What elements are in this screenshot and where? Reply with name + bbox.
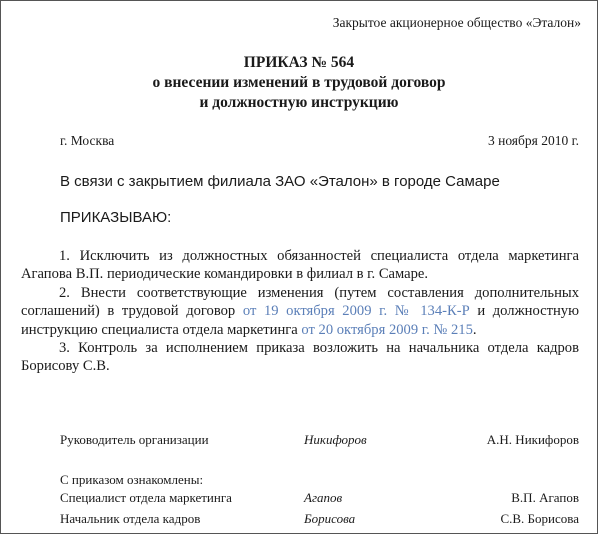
order-place: г. Москва bbox=[60, 133, 115, 148]
order-number: ПРИКАЗ № 564 bbox=[243, 54, 355, 71]
director-name: А.Н. Никифоров bbox=[486, 432, 579, 447]
director-signature: Никифоров bbox=[304, 432, 367, 447]
employee-position: Специалист отдела маркетинга bbox=[60, 490, 232, 505]
order-item-2 bbox=[21, 284, 579, 339]
order-preamble: В связи с закрытием филиала ЗАО «Эталон» в городе Самаре bbox=[60, 173, 500, 190]
acknowledgement-row bbox=[60, 490, 579, 508]
employee-name: В.П. Агапов bbox=[511, 490, 579, 505]
order-item-1: 1. Исключить из должностных обязанностей специалиста отдела маркетинга Агапова В.П. периодические командировки в филиал в г. Самаре. bbox=[21, 248, 579, 283]
director-label: Руководитель организации bbox=[60, 432, 209, 447]
order-directive-word: ПРИКАЗЫВАЮ: bbox=[60, 209, 172, 226]
order-item-2-text-c: . bbox=[472, 321, 477, 338]
acknowledgement-label: С приказом ознакомлены: bbox=[60, 472, 204, 487]
employment-contract-reference: от 19 октября 2009 г. № 134-К-Р bbox=[242, 303, 470, 320]
director-signature-row bbox=[60, 432, 579, 450]
employee-name: С.В. Борисова bbox=[500, 511, 579, 526]
order-title bbox=[1, 53, 597, 113]
acknowledgement-row bbox=[60, 511, 579, 529]
organization-name: Закрытое акционерное общество «Эталон» bbox=[332, 15, 581, 30]
order-item-3: 3. Контроль за исполнением приказа возложить на начальника отдела кадров Борисову С.В. bbox=[21, 340, 579, 375]
order-items bbox=[21, 247, 579, 376]
order-date: 3 ноября 2010 г. bbox=[487, 133, 579, 148]
order-item-2-text-b: и должностную инструкцию специалиста отдела маркетинга bbox=[21, 303, 579, 338]
employee-position: Начальник отдела кадров bbox=[60, 511, 201, 526]
job-description-reference: от 20 октября 2009 г. № 215 bbox=[301, 321, 473, 338]
employee-signature: Агапов bbox=[304, 490, 343, 505]
order-subject-line2: и должностную инструкцию bbox=[199, 94, 399, 111]
employee-signature: Борисова bbox=[304, 511, 356, 526]
order-item-2-text-a: 2. Внести соответствующие изменения (путем составления дополнительных соглашений) в трудовой договор bbox=[21, 284, 579, 320]
order-subject-line1: о внесении изменений в трудовой договор bbox=[152, 74, 446, 91]
